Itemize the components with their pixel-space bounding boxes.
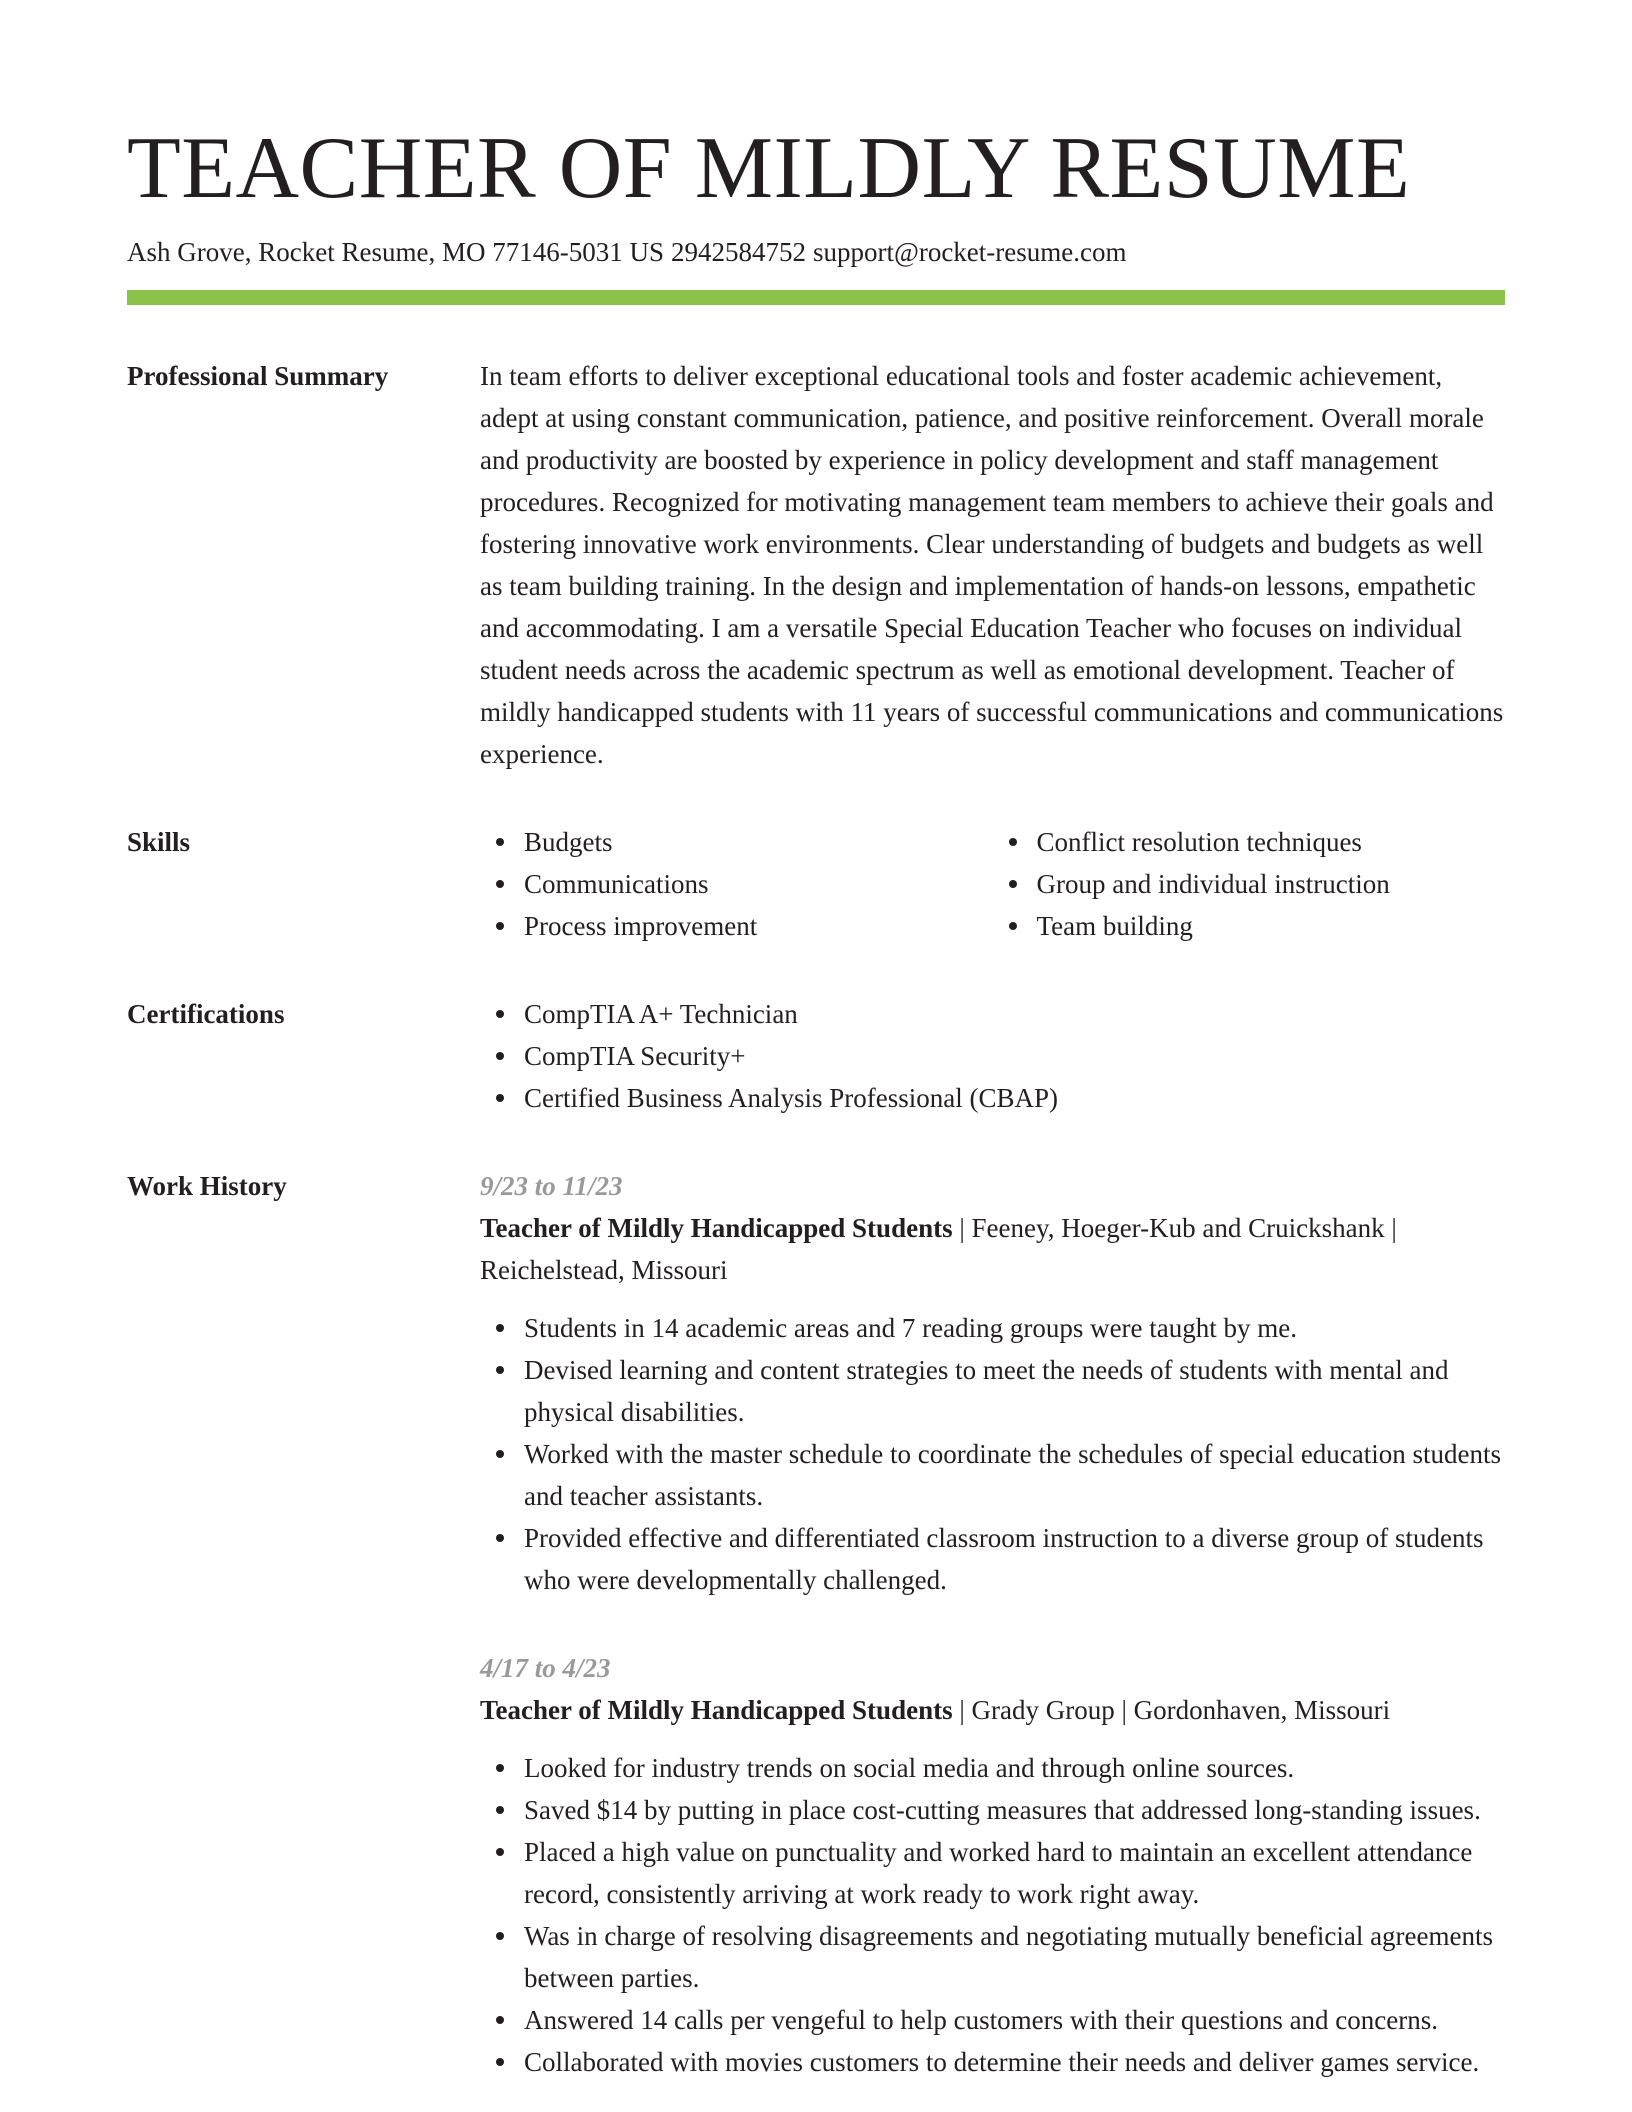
job-details: | Feeney, Hoeger-Kub and Cruickshank | Reichelstead, Missouri	[480, 1213, 1397, 1285]
certification-item: CompTIA A+ Technician	[524, 993, 1505, 1035]
work-history-section	[127, 1165, 1505, 2083]
job-bullet: Devised learning and content strategies to meet the needs of students with mental and physical disabilities.	[524, 1349, 1505, 1433]
job-title: Teacher of Mildly Handicapped Students	[480, 1213, 953, 1243]
skill-item: Communications	[524, 863, 993, 905]
job-details: | Grady Group | Gordonhaven, Missouri	[952, 1695, 1391, 1725]
contact-line	[127, 234, 1505, 270]
summary-text: In team efforts to deliver exceptional educational tools and foster academic achievement, adept at using constant communication, patience, and positive reinforcement. Overall morale and productivity are boosted by experience in policy development and staff management procedures. Recognized for motivating management team members to achieve their goals and fostering innovative work environments. Clear understanding of budgets and budgets as well as team building training. In the design and implementation of hands-on lessons, empathetic and accommodating. I am a versatile Special Education Teacher who focuses on individual student needs across the academic spectrum as well as emotional development. Teacher of mildly handicapped students with 11 years of successful communications and communications experience.	[480, 361, 1504, 769]
contact-address: Ash Grove, Rocket Resume, MO 77146-5031 US	[127, 237, 664, 267]
job-bullet: Placed a high value on punctuality and worked hard to maintain an excellent attendance record, consistently arriving at work ready to work right away.	[524, 1831, 1505, 1915]
skill-item: Team building	[1037, 905, 1506, 947]
job-bullet: Was in charge of resolving disagreements and negotiating mutually beneficial agreements between parties.	[524, 1915, 1505, 1999]
skills-grid	[480, 821, 1505, 947]
skills-heading: Skills	[127, 827, 191, 857]
job-bullet: Looked for industry trends on social media and through online sources.	[524, 1747, 1505, 1789]
job-entry	[480, 1647, 1505, 2083]
job-bullet: Provided effective and differentiated classroom instruction to a diverse group of students who were developmentally challenged.	[524, 1517, 1505, 1601]
header-divider	[127, 290, 1505, 305]
contact-email[interactable]: support@rocket-resume.com	[812, 237, 1127, 267]
job-bullet: Answered 14 calls per vengeful to help customers with their questions and concerns.	[524, 1999, 1505, 2041]
job-dates: 4/17 to 4/23	[480, 1653, 611, 1683]
job-bullet: Students in 14 academic areas and 7 reading groups were taught by me.	[524, 1307, 1505, 1349]
skills-section	[127, 821, 1505, 947]
job-header	[480, 1689, 1505, 1731]
job-header	[480, 1207, 1505, 1291]
summary-heading: Professional Summary	[127, 361, 389, 391]
certifications-section	[127, 993, 1505, 1119]
resume-title: TEACHER OF MILDLY RESUME	[127, 120, 1411, 217]
skill-item: Group and individual instruction	[1037, 863, 1506, 905]
skill-item: Budgets	[524, 821, 993, 863]
skills-list-left	[480, 821, 993, 947]
job-bullets	[480, 1307, 1505, 1601]
job-bullet: Saved $14 by putting in place cost-cutting measures that addressed long-standing issues.	[524, 1789, 1505, 1831]
job-entry	[480, 1165, 1505, 1601]
job-bullets	[480, 1747, 1505, 2083]
summary-section	[127, 355, 1505, 775]
certifications-heading: Certifications	[127, 999, 285, 1029]
certification-item: Certified Business Analysis Professional (CBAP)	[524, 1077, 1505, 1119]
job-bullet: Collaborated with movies customers to determine their needs and deliver games service.	[524, 2041, 1505, 2083]
skill-item: Conflict resolution techniques	[1037, 821, 1506, 863]
work-history-heading: Work History	[127, 1171, 287, 1201]
certifications-list	[480, 993, 1505, 1119]
job-dates: 9/23 to 11/23	[480, 1171, 623, 1201]
skill-item: Process improvement	[524, 905, 993, 947]
job-title: Teacher of Mildly Handicapped Students	[480, 1695, 953, 1725]
contact-phone: 2942584752	[670, 237, 806, 267]
skills-list-right	[993, 821, 1506, 947]
certification-item: CompTIA Security+	[524, 1035, 1505, 1077]
job-bullet: Worked with the master schedule to coordinate the schedules of special education students and teacher assistants.	[524, 1433, 1505, 1517]
